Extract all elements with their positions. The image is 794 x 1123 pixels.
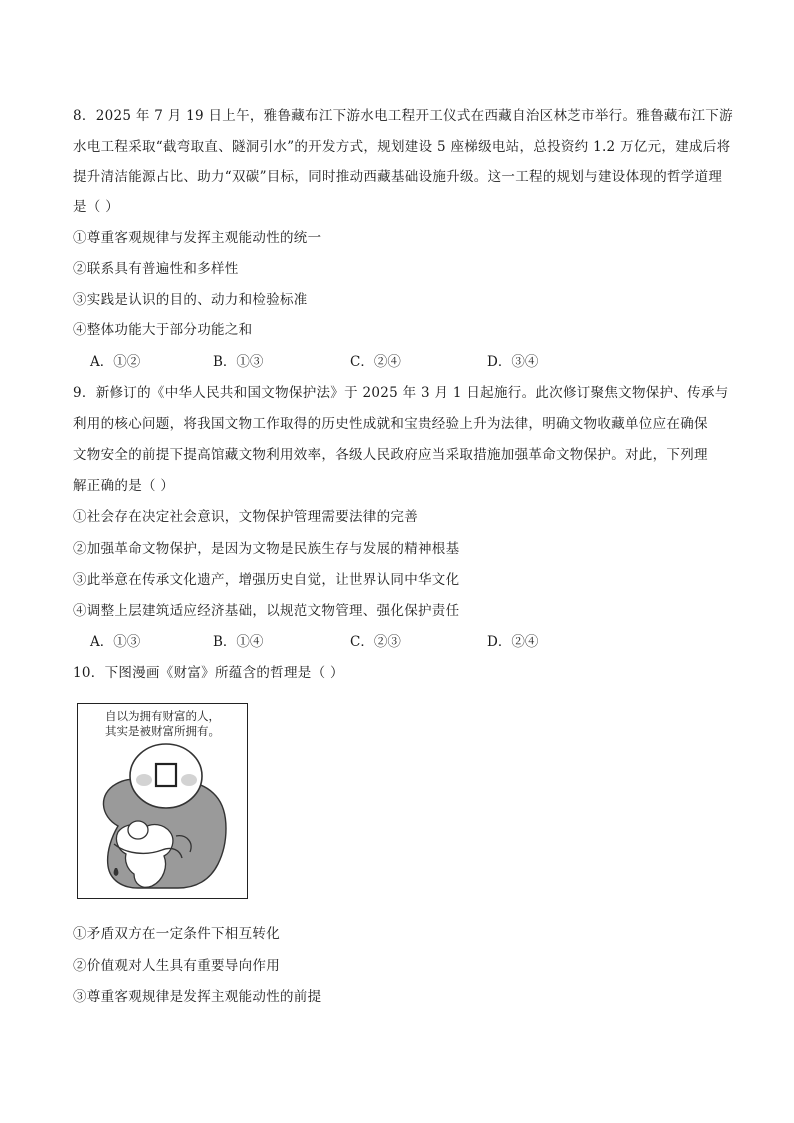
q8-stem-line-4: 是（ ）: [73, 199, 119, 215]
wealth-cartoon: [77, 703, 248, 899]
q9-stem-line-2: 利用的核心问题，将我国文物工作取得的历史性成就和宝贵经验上升为法律，明确文物收藏单位应在确保: [73, 416, 708, 432]
q9-option-c[interactable]: C．②③: [350, 634, 401, 650]
q8-option-c[interactable]: C．②④: [350, 354, 401, 370]
cartoon-caption-line-2: 其实是被财富所拥有。: [105, 724, 220, 738]
q8-statement-1: ①尊重客观规律与发挥主观能动性的统一: [73, 230, 322, 246]
q9-option-a[interactable]: A．①③: [90, 634, 141, 650]
q9-stem-line-1: 9．新修订的《中华人民共和国文物保护法》于 2025 年 3 月 1 日起施行。此次修订聚焦文物保护、传承与: [73, 385, 729, 401]
q8-stem-line-1: 8．2025 年 7 月 19 日上午，雅鲁藏布江下游水电工程开工仪式在西藏自治区林芝市举行。雅鲁藏布江下游: [73, 108, 733, 124]
right-cheek-shape: [181, 774, 197, 786]
q8-statement-4: ④整体功能大于部分功能之和: [73, 322, 253, 338]
person-head-shape: [128, 821, 148, 839]
cartoon-caption-line-1: 自以为拥有财富的人，: [105, 709, 220, 723]
q8-statement-3: ③实践是认识的目的、动力和检验标准: [73, 292, 308, 308]
q8-stem-line-3: 提升清洁能源占比、助力“双碳”目标，同时推动西藏基础设施升级。这一工程的规划与建设体现的哲学道理: [73, 169, 723, 185]
q9-statement-1: ①社会存在决定社会意识，文物保护管理需要法律的完善: [73, 509, 418, 525]
q10-statement-1: ①矛盾双方在一定条件下相互转化: [73, 926, 280, 942]
q8-stem-line-2: 水电工程采取“截弯取直、隧洞引水”的开发方式，规划建设 5 座梯级电站，总投资约 1.2 万亿元，建成后将: [73, 139, 731, 155]
q9-stem-line-4: 解正确的是（ ）: [73, 478, 175, 494]
coin-hole-icon: [156, 764, 176, 786]
left-cheek-shape: [136, 774, 152, 786]
q8-statement-2: ②联系具有普遍性和多样性: [73, 261, 239, 277]
q9-option-b[interactable]: B．①④: [213, 634, 264, 650]
q9-statement-4: ④调整上层建筑适应经济基础，以规范文物管理、强化保护责任: [73, 603, 460, 619]
q8-option-d[interactable]: D．③④: [487, 354, 539, 370]
q9-stem-line-3: 文物安全的前提下提高馆藏文物利用效率，各级人民政府应当采取措施加强革命文物保护。对此，下列理: [73, 447, 708, 463]
q8-option-b[interactable]: B．①③: [213, 354, 264, 370]
q9-statement-3: ③此举意在传承文化遗产，增强历史自觉，让世界认同中华文化: [73, 572, 460, 588]
q9-statement-2: ②加强革命文物保护，是因为文物是民族生存与发展的精神根基: [73, 541, 460, 557]
q10-stem-line-1: 10．下图漫画《财富》所蕴含的哲理是（ ）: [73, 665, 344, 681]
cartoon-illustration: [78, 704, 246, 897]
q9-option-d[interactable]: D．②④: [487, 634, 539, 650]
q10-statement-2: ②价值观对人生具有重要导向作用: [73, 958, 280, 974]
q8-option-a[interactable]: A．①②: [90, 354, 141, 370]
q10-statement-3: ③尊重客观规律是发挥主观能动性的前提: [73, 989, 322, 1005]
